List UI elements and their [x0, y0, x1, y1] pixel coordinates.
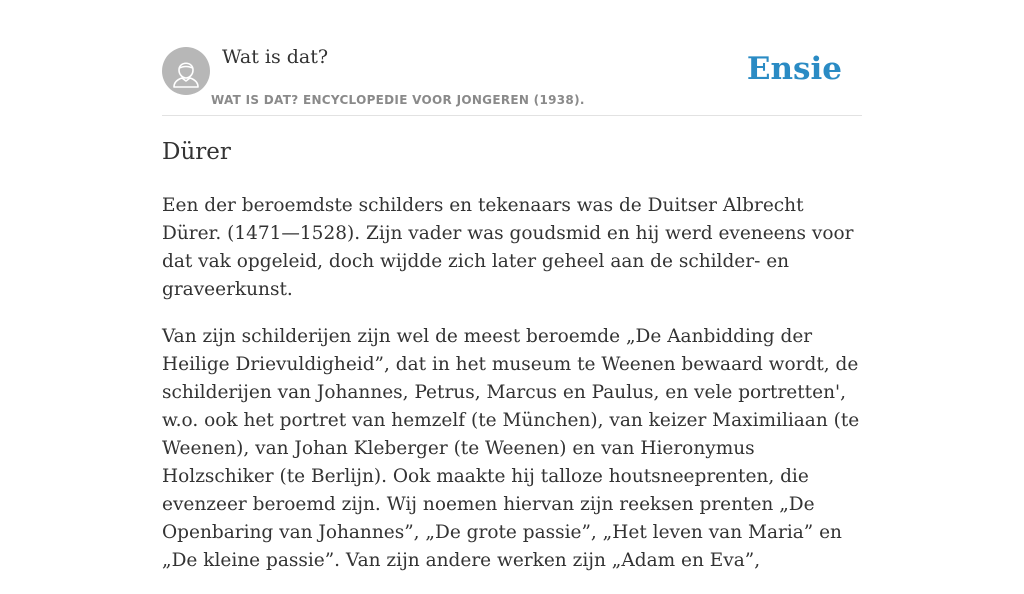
article-paragraph: Een der beroemdste schilders en tekenaars was de Duitser Albrecht Dürer. (1471—1528). Zijn vader was goudsmid en hij werd eveneens voor dat vak opgeleid, doch wijdde zich later geheel aan de schilder- en graveerkunst.: [162, 195, 854, 300]
source-title[interactable]: Wat is dat?: [222, 46, 329, 68]
brand-logo[interactable]: Ensie: [746, 51, 842, 87]
article-body: [162, 192, 866, 594]
source-header: [162, 40, 862, 116]
user-avatar-icon[interactable]: [162, 47, 210, 95]
article-paragraph: Van zijn schilderijen zijn wel de meest beroemde „De Aanbidding der Heilige Drievuldigheid”, dat in het museum te Weenen bewaard wordt, de schilderijen van Johannes, Petrus, Marcus en Paulus, en vele portretten', w.o. ook het portret van hemzelf (te München), van keizer Maximiliaan (te Weenen), van Johan Kleberger (te Weenen) en van Hieronymus Holzschiker (te Berlijn). Ook maakte hij talloze houtsneeprenten, die evenzeer beroemd zijn. Wij noemen hiervan zijn reeksen prenten „De Openbaring van Johannes”, „De grote passie”, „Het leven van Maria” en „De kleine passie”. Van zijn andere werken zijn „Adam en Eva”,: [162, 326, 860, 571]
article-title: Dürer: [162, 139, 231, 165]
source-subtitle[interactable]: WAT IS DAT? ENCYCLOPEDIE VOOR JONGEREN (1938).: [211, 93, 585, 107]
